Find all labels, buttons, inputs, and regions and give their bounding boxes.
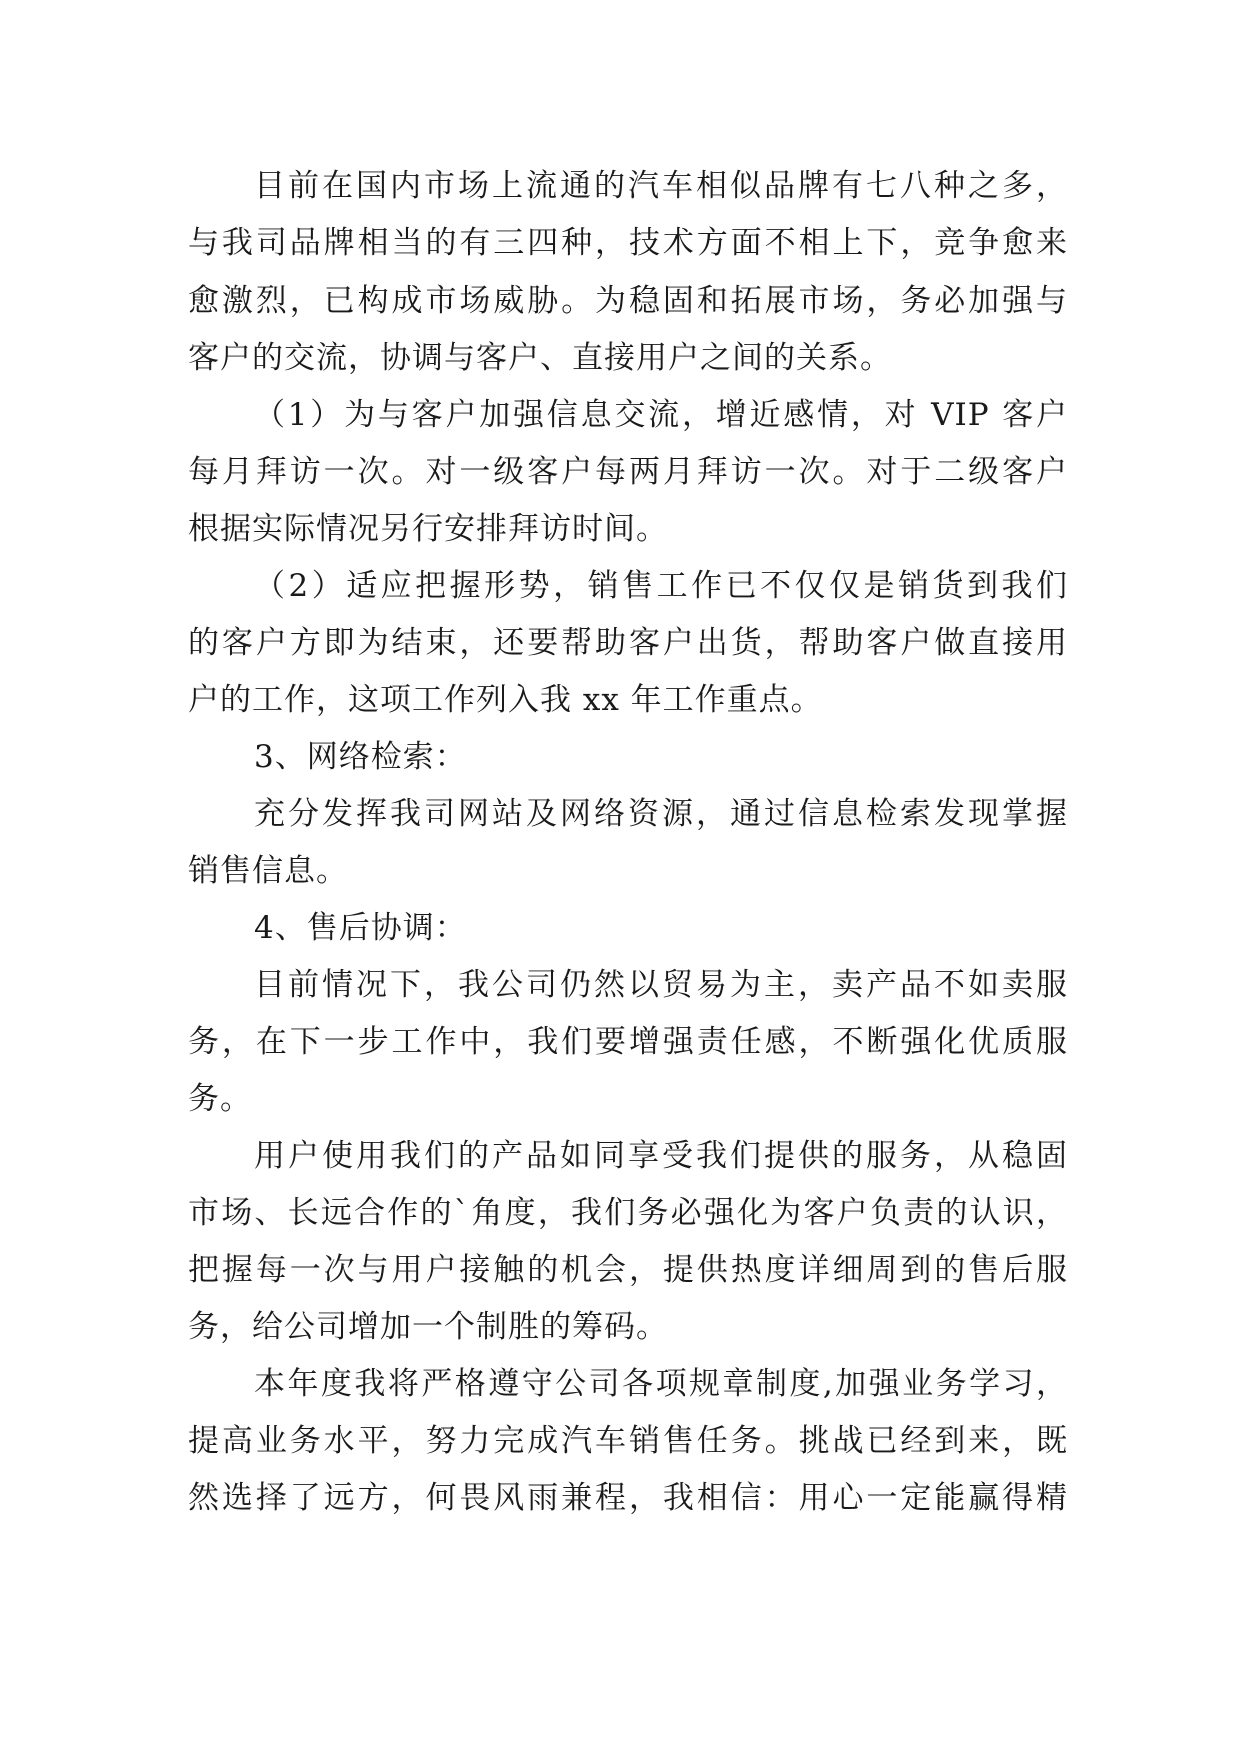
- paragraph-line: （2）适应把握形势，销售工作已不仅仅是销货到我们: [254, 568, 1068, 604]
- paragraph-line: 充分发挥我司网站及网络资源，通过信息检索发现掌握: [254, 796, 1068, 832]
- section-heading: 3、网络检索：: [254, 739, 467, 775]
- paragraph-line: 本年度我将严格遵守公司各项规章制度,加强业务学习，: [254, 1366, 1068, 1402]
- section-heading: 4、售后协调：: [254, 910, 467, 946]
- paragraph-line: 务，在下一步工作中，我们要增强责任感，不断强化优质服: [188, 1024, 1068, 1060]
- paragraph-line: 户的工作，这项工作列入我 xx 年工作重点。: [188, 682, 823, 718]
- paragraph-line: （1）为与客户加强信息交流，增近感情，对 VIP 客户: [254, 397, 1068, 433]
- paragraph-line: 市场、长远合作的`角度，我们务必强化为客户负责的认识，: [188, 1195, 1068, 1231]
- paragraph-line: 把握每一次与用户接触的机会，提供热度详细周到的售后服: [188, 1252, 1068, 1288]
- paragraph-line: 客户的交流，协调与客户、直接用户之间的关系。: [188, 340, 892, 376]
- paragraph-line: 提高业务水平，努力完成汽车销售任务。挑战已经到来，既: [188, 1423, 1068, 1459]
- paragraph-line: 目前情况下，我公司仍然以贸易为主，卖产品不如卖服: [254, 967, 1068, 1003]
- paragraph-line: 与我司品牌相当的有三四种，技术方面不相上下，竞争愈来: [188, 225, 1068, 261]
- paragraph-line: 务。: [188, 1081, 252, 1117]
- paragraph-line: 每月拜访一次。对一级客户每两月拜访一次。对于二级客户: [188, 454, 1068, 490]
- paragraph-line: 然选择了远方，何畏风雨兼程，我相信：用心一定能赢得精: [188, 1480, 1068, 1516]
- paragraph-line: 务，给公司增加一个制胜的筹码。: [188, 1309, 668, 1345]
- paragraph-line: 销售信息。: [188, 853, 348, 889]
- paragraph-line: 目前在国内市场上流通的汽车相似品牌有七八种之多，: [254, 168, 1068, 204]
- paragraph-line: 的客户方即为结束，还要帮助客户出货，帮助客户做直接用: [188, 625, 1068, 661]
- paragraph-line: 用户使用我们的产品如同享受我们提供的服务，从稳固: [254, 1138, 1068, 1174]
- paragraph-line: 根据实际情况另行安排拜访时间。: [188, 511, 668, 547]
- paragraph-line: 愈激烈，已构成市场威胁。为稳固和拓展市场，务必加强与: [188, 283, 1068, 319]
